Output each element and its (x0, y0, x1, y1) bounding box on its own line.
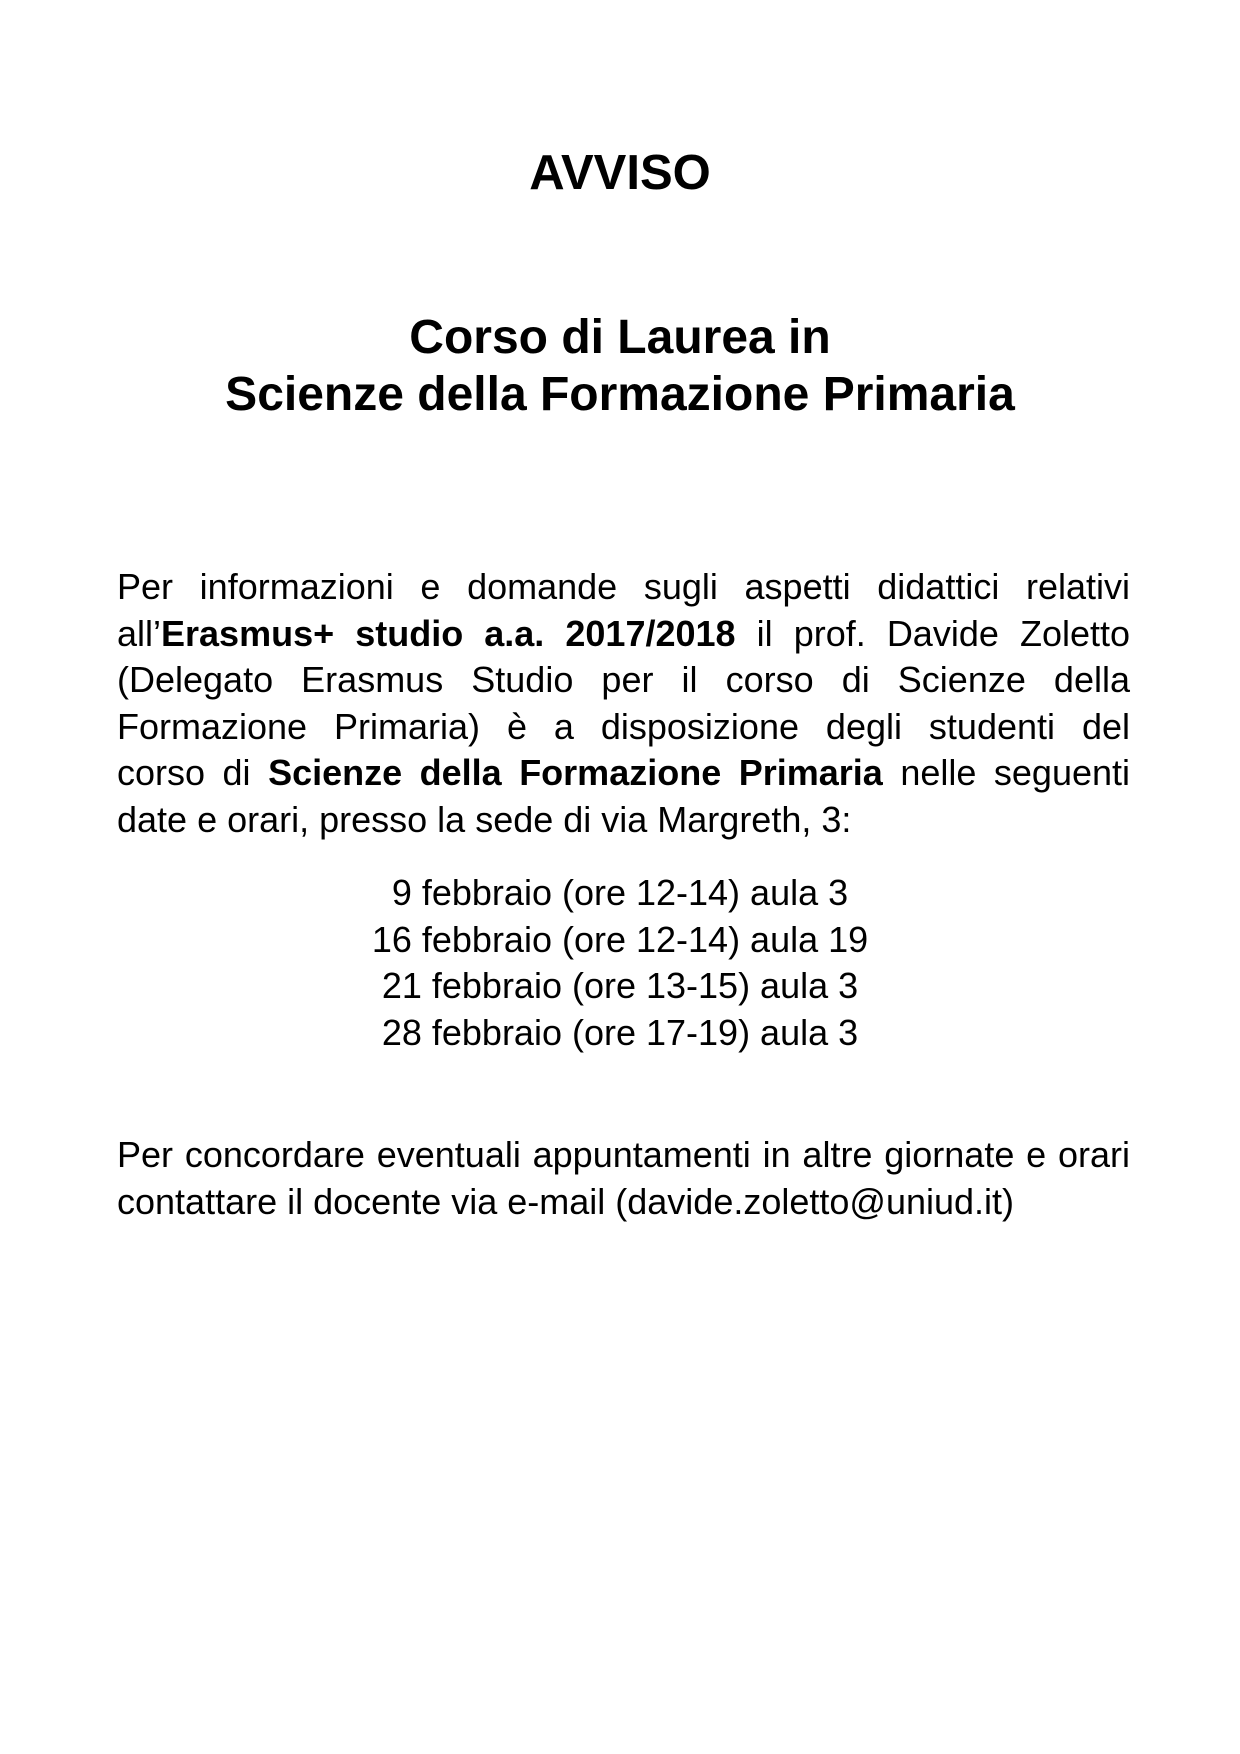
course-heading-line1: Corso di Laurea in (409, 311, 831, 364)
intro-line-1: Per informazioni e domande sugli aspetti didattici relativi (117, 566, 1130, 607)
intro-line-5 (117, 750, 1130, 797)
office-hours-item: 16 febbraio (ore 12-14) aula 19 (371, 918, 869, 960)
page-title: AVVISO (529, 146, 711, 200)
office-hours-item: 9 febbraio (ore 12-14) aula 3 (391, 872, 849, 913)
contact-paragraph (117, 1132, 1130, 1225)
intro-line-2 (117, 611, 1130, 658)
intro-line-2-text: all’ (117, 612, 162, 654)
course-heading (0, 309, 1240, 423)
intro-line-3: (Delegato Erasmus Studio per il corso di Scienze della (117, 659, 1130, 700)
intro-line-5-end-text: nelle seguenti (882, 752, 1131, 793)
office-hours-list (0, 870, 1240, 1056)
intro-line-4: Formazione Primaria) è a disposizione degli studenti del (117, 705, 1130, 747)
intro-line-6: date e orari, presso la sede di via Margreth, 3: (117, 798, 852, 840)
intro-line-5-text: corso di (117, 752, 269, 793)
contact-line-1: Per concordare eventuali appuntamenti in altre giornate e orari (117, 1134, 1130, 1175)
email-address: davide.zoletto@uniud.it (627, 1180, 1003, 1222)
contact-line-2-end-text: ) (1002, 1180, 1015, 1222)
contact-line-2-text: contattare il docente via e-mail ( (117, 1180, 628, 1222)
erasmus-studio-bold-text: Erasmus+ studio a.a. 2017/2018 (161, 612, 736, 654)
office-hours-item: 21 febbraio (ore 13-15) aula 3 (381, 965, 859, 1006)
course-name-bold-text: Scienze della Formazione Primaria (268, 752, 883, 793)
professor-name-text: il prof. Davide Zoletto (735, 612, 1131, 654)
office-hours-item: 28 febbraio (ore 17-19) aula 3 (381, 1011, 859, 1053)
course-heading-line2: Scienze della Formazione Primaria (225, 368, 1015, 421)
intro-paragraph (117, 564, 1130, 843)
contact-line-2 (117, 1179, 1130, 1226)
